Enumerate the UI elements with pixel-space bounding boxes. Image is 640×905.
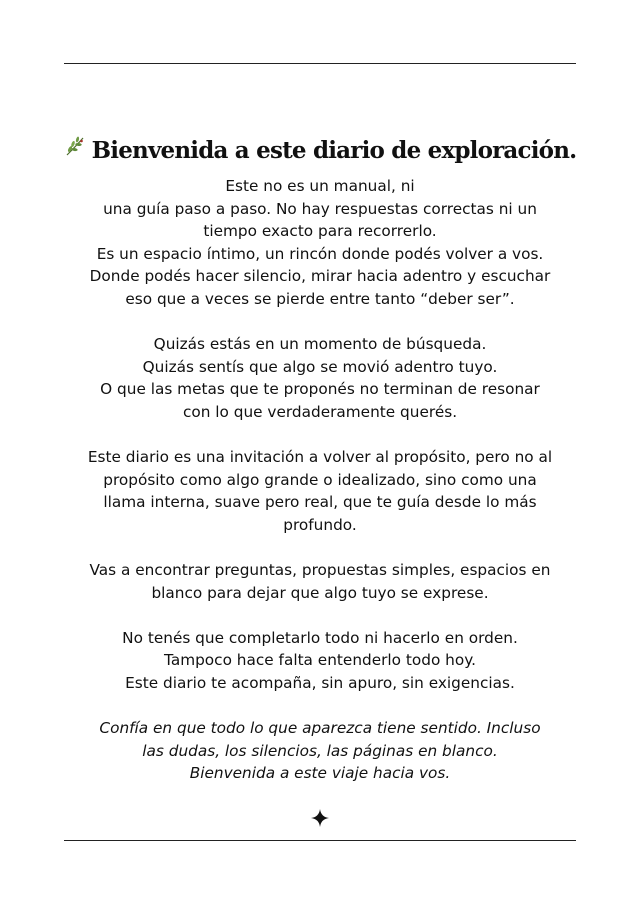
paragraph <box>60 559 580 604</box>
text-line: Este no es un manual, ni <box>225 177 415 195</box>
text-line: Donde podés hacer silencio, mirar hacia adentro y escuchar <box>89 267 551 286</box>
text-line: No tenés que completarlo todo ni hacerlo en orden. <box>122 628 518 647</box>
text-line: blanco para dejar que algo tuyo se exprese. <box>151 583 489 602</box>
text-line: tiempo exacto para recorrerlo. <box>203 222 437 241</box>
page-title <box>0 131 640 171</box>
sprig-leaf-icon <box>64 130 86 170</box>
closing-paragraph <box>60 717 580 785</box>
text-line: Bienvenida a este viaje hacia vos. <box>189 764 451 783</box>
text-line: Vas a encontrar preguntas, propuestas simples, espacios en <box>89 561 551 580</box>
text-line: las dudas, los silencios, las páginas en blanco. <box>142 741 498 760</box>
bottom-divider <box>64 840 576 841</box>
paragraph <box>60 333 580 423</box>
top-divider <box>64 63 576 64</box>
paragraph <box>60 175 580 311</box>
page-title-text: Bienvenida a este diario de exploración. <box>91 137 577 165</box>
text-line: Tampoco hace falta entenderlo todo hoy. <box>164 651 476 670</box>
text-line: eso que a veces se pierde entre tanto “deber ser”. <box>125 289 515 308</box>
text-line: Este diario es una invitación a volver al propósito, pero no al <box>87 448 553 467</box>
text-line: una guía paso a paso. No hay respuestas correctas ni un <box>103 199 537 218</box>
text-line: Es un espacio íntimo, un rincón donde podés volver a vos. <box>96 244 544 263</box>
text-line: profundo. <box>283 515 357 534</box>
paragraph <box>60 627 580 695</box>
paragraph <box>60 446 580 536</box>
four-point-star-icon <box>310 808 330 828</box>
text-line: llama interna, suave pero real, que te guía desde lo más <box>103 493 537 512</box>
text-line: propósito como algo grande o idealizado, sino como una <box>103 470 537 489</box>
text-line: Confía en que todo lo que aparezca tiene sentido. Incluso <box>99 719 541 738</box>
text-line: Este diario te acompaña, sin apuro, sin exigencias. <box>125 674 515 693</box>
text-line: Quizás sentís que algo se movió adentro tuyo. <box>142 357 498 376</box>
text-line: con lo que verdaderamente querés. <box>182 402 458 421</box>
intro-text <box>60 175 580 808</box>
text-line: Quizás estás en un momento de búsqueda. <box>153 335 487 354</box>
text-line: O que las metas que te proponés no terminan de resonar <box>100 380 540 399</box>
